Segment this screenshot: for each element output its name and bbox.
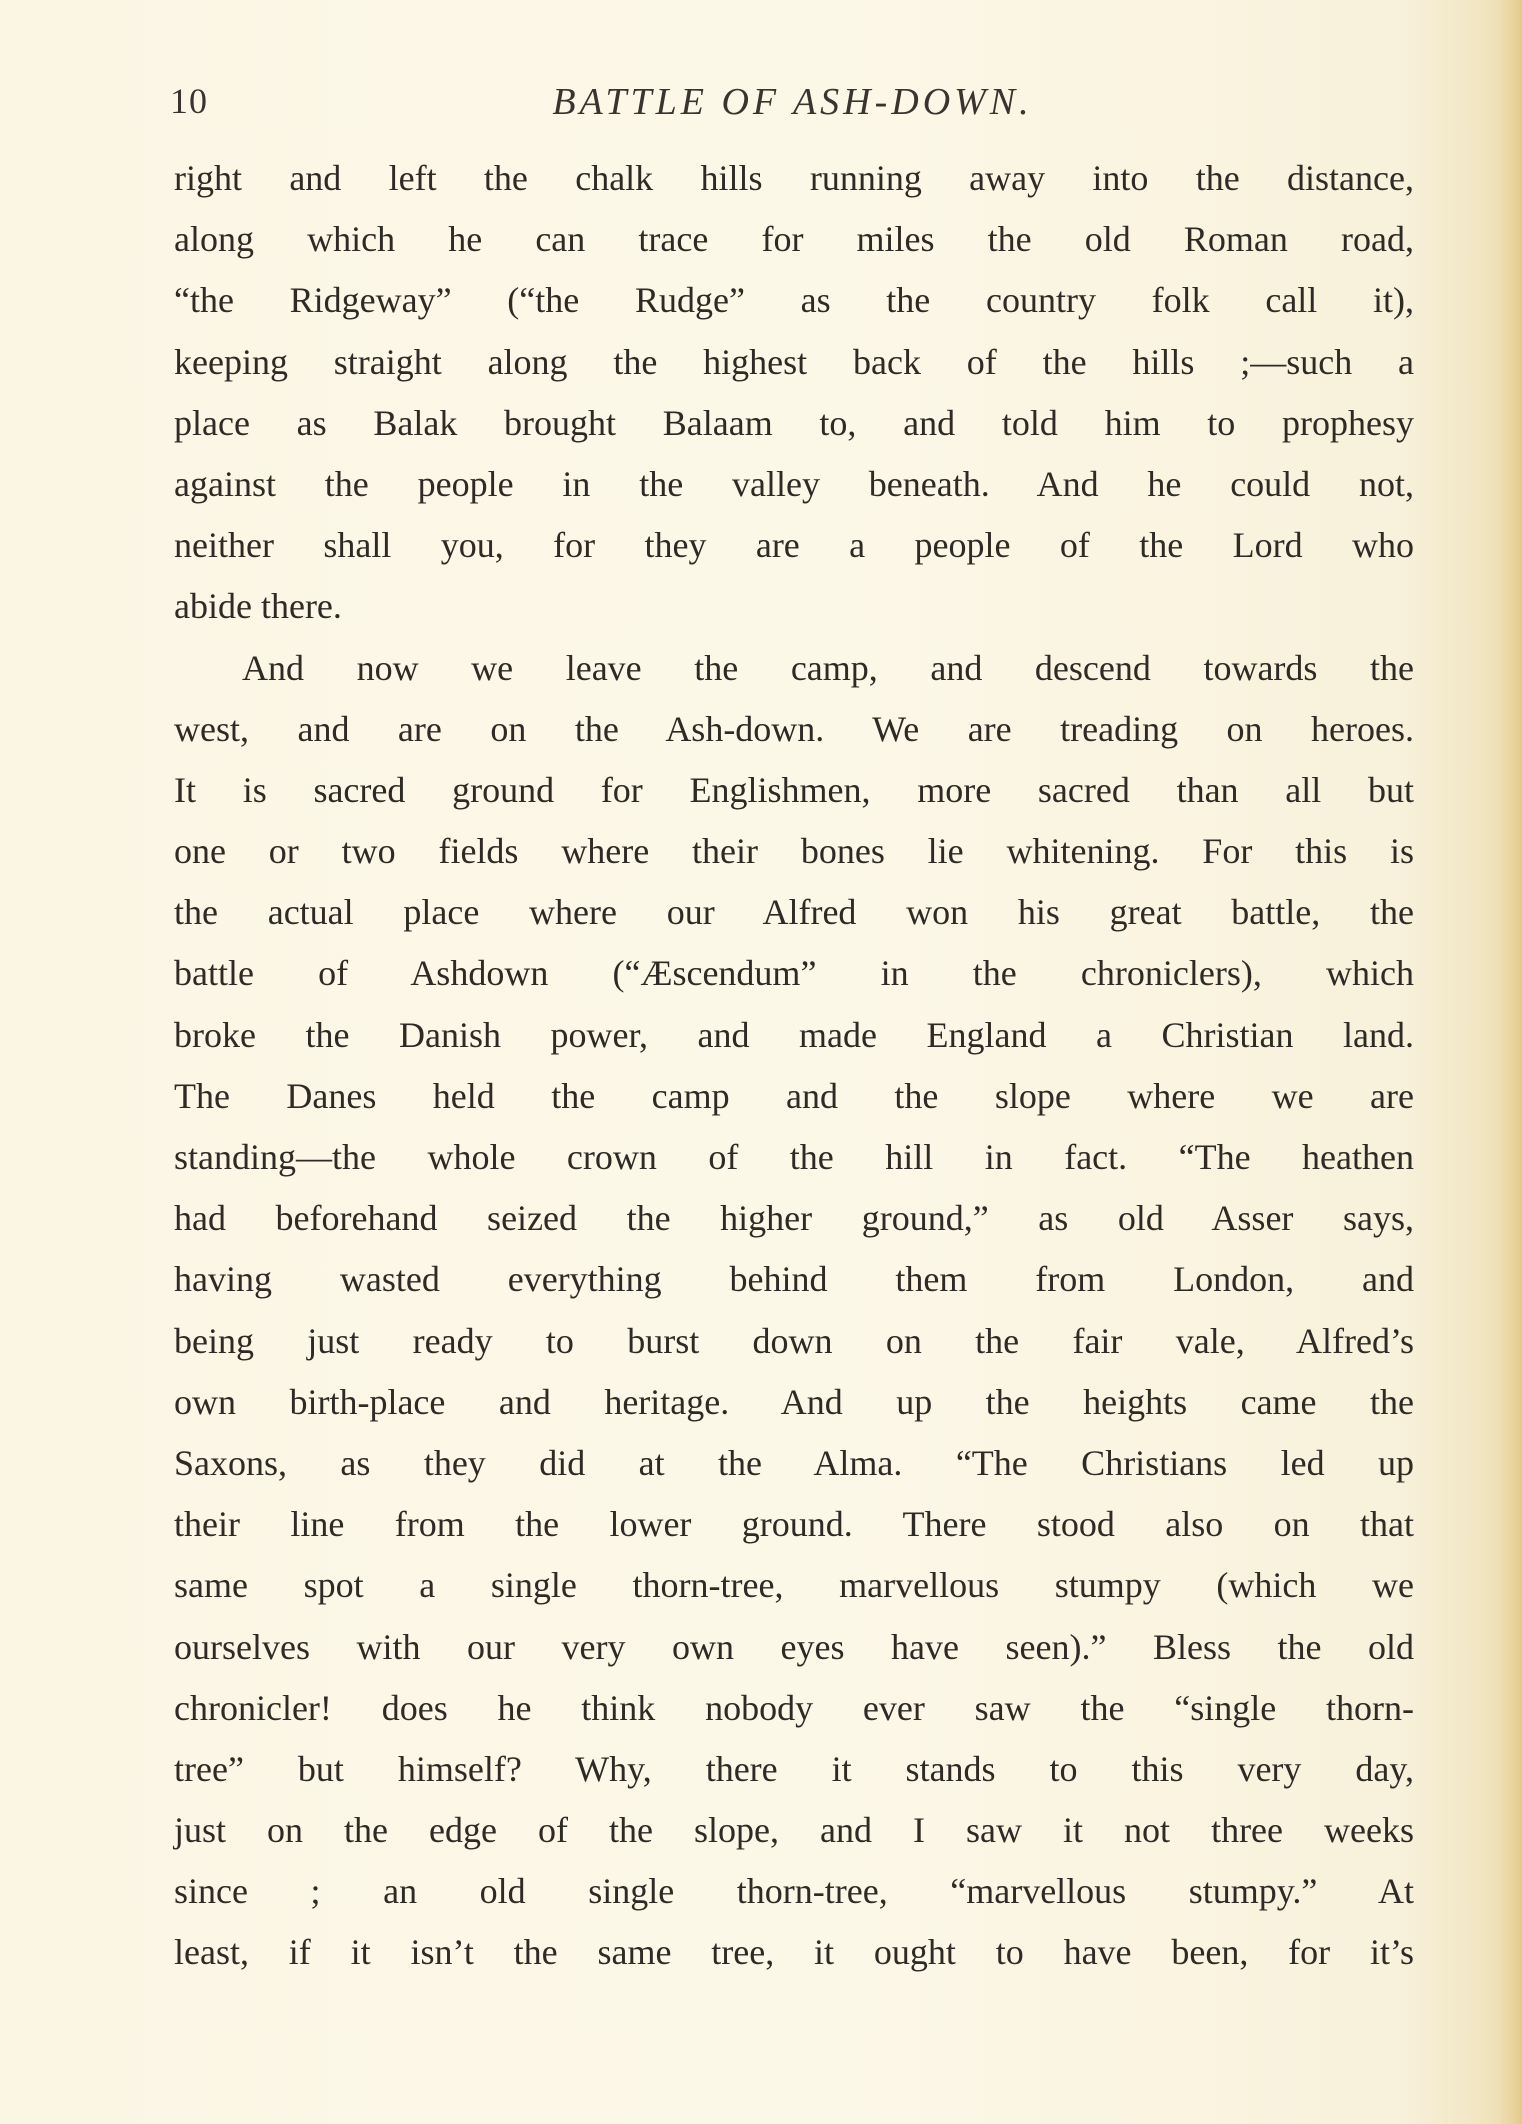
text-line: standing—the whole crown of the hill in fact. “The heathen (174, 1137, 1414, 1177)
text-line: west, and are on the Ash-down. We are treading on heroes. (174, 708, 1414, 749)
running-title: BATTLE OF ASH-DOWN. (552, 81, 1033, 123)
text-line: same spot a single thorn-tree, marvellous stumpy (which we (174, 1565, 1414, 1606)
text-line: broke the Danish power, and made England a Christian land. (174, 1014, 1414, 1055)
text-line: battle of Ashdown (“Æscendum” in the chroniclers), which (174, 953, 1414, 994)
page-edge-shadow (1500, 0, 1522, 2124)
paragraph-2 (174, 638, 1414, 1984)
text-line: tree” but himself? Why, there it stands to this very day, (174, 1748, 1414, 1789)
text-line: being just ready to burst down on the fair vale, Alfred’s (174, 1320, 1414, 1361)
text-line: right and left the chalk hills running away into the distance, (174, 158, 1414, 198)
text-line: the actual place where our Alfred won his great battle, the (174, 892, 1414, 933)
text-line: neither shall you, for they are a people of the Lord who (174, 525, 1414, 566)
text-line: having wasted everything behind them from London, and (174, 1259, 1414, 1300)
text-line: chronicler! does he think nobody ever saw the “single thorn- (174, 1687, 1414, 1728)
text-line: The Danes held the camp and the slope where we are (174, 1075, 1414, 1116)
text-line: their line from the lower ground. There stood also on that (174, 1504, 1414, 1545)
text-line: “the Ridgeway” (“the Rudge” as the country folk call it), (174, 280, 1414, 321)
text-line: just on the edge of the slope, and I saw it not three weeks (174, 1810, 1414, 1851)
text-line: And now we leave the camp, and descend towards the (242, 647, 1414, 688)
text-line: own birth-place and heritage. And up the heights came the (174, 1381, 1414, 1422)
page-header (170, 80, 1415, 130)
text-line: one or two fields where their bones lie whitening. For this is (174, 831, 1414, 872)
text-line: Saxons, as they did at the Alma. “The Christians led up (174, 1442, 1414, 1483)
text-line: place as Balak brought Balaam to, and told him to prophesy (174, 402, 1414, 443)
text-line: along which he can trace for miles the old Roman road, (174, 219, 1414, 260)
text-line: abide there. (174, 586, 342, 627)
text-line: had beforehand seized the higher ground,” as old Asser says, (174, 1198, 1414, 1239)
body-text (174, 148, 1414, 1984)
text-line: ourselves with our very own eyes have seen).” Bless the old (174, 1626, 1414, 1667)
paragraph-1 (174, 148, 1414, 638)
text-line: keeping straight along the highest back of the hills ;—such a (174, 341, 1414, 382)
text-line: least, if it isn’t the same tree, it ought to have been, for it’s (174, 1932, 1414, 1973)
page-number: 10 (170, 81, 208, 121)
text-line: It is sacred ground for Englishmen, more sacred than all but (174, 769, 1414, 810)
text-line: against the people in the valley beneath. And he could not, (174, 463, 1414, 504)
text-line: since ; an old single thorn-tree, “marvellous stumpy.” At (174, 1871, 1414, 1912)
